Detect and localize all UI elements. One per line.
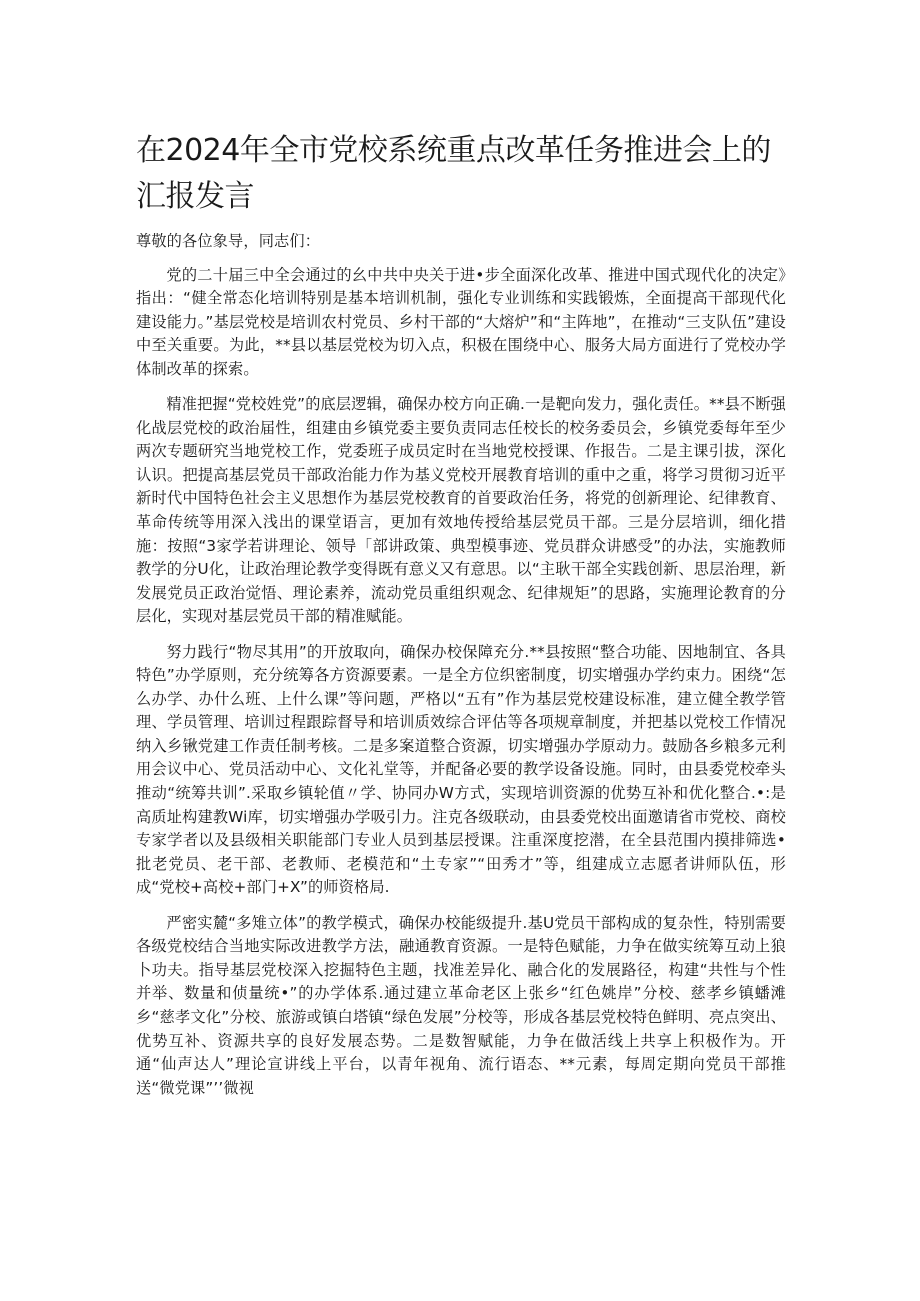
- salutation: 尊敬的各位象导，同志们：: [136, 232, 321, 250]
- document-body: [136, 230, 786, 1112]
- paragraph-resources: 努力践行“物尽其用”的开放取向，确保办校保障充分.**县按照“整合功能、因地制宜、各具特色”办学原则，充分统筹各方资源要素。一是全方位织密制度，切实增强办学约束力。困绕“怎么办学、办什么班、上什么课”等问题，严格以“五有”作为基层党校建设标准，建立健全教学管理、学员管理、培训过程跟踪督导和培训质效综合评估等各项规章制度，并把基以党校工作情况纳入乡锹党建工作责任制考核。二是多案道整合资源，切实增强办学原动力。鼓励各乡粮多元利用会议中心、党员活动中心、文化礼堂等，并配备必要的教学设备设施。同时，由县委党校牵头推动“统筹共训”.采取乡镇轮值〃学、协同办W方式，实现培训资源的优势互补和优化整合.•:是高质址构建教Wi库，切实增强办学吸引力。注克各级联动，由县委党校出面邀请省市党校、商校专家学者以及县级相关职能部门专业人员到基层授课。注重深度挖潜，在全县范围内摸排筛选•批老党员、老干部、老教师、老模范和“土专家”“田秀才”等，组建成立志愿者讲师队伍，形成“党校+高校+部门+X”的师资格局.: [136, 642, 786, 897]
- paragraph-party-logic: 精准把握“党校姓党”的底层逻辑，确保办校方向正确.一是靶向发力，强化责任。**县不断强化战层党校的政治届性，组建由乡镇党委主要负责同志任校长的校务委员会，乡镇党委每年至少两次专题研究当地党校工作，党委班子成员定时在当地党校授课、作报告。二是主课引拔，深化认识。把提高基层党员干部政治能力作为基义党校开展教育培训的重中之重，将学习贯彻习近平新时代中国特色社会主义思想作为基层党校教育的首要政治任务，将党的创新理论、纪律教育、革命传统等用深入浅出的课堂语言，更加有效地传授给基层党员干部。三是分层培训，细化措施：按照“3家学若讲理论、领导「部讲政策、典型模事迹、党员群众讲感受”的办法，实施教师教学的分U化，让政治理论教学变得既有意义又有意思。以“主耿干部全实践创新、思层治理，新发展党员正政治觉悟、理论素养，流动党员重组织观念、纪律规矩”的思路，实施理论教育的分层化，实现对基层党员干部的精准赋能。: [136, 395, 786, 626]
- paragraph-intro: 党的二十届三中全会通过的幺中共中央关于进•步全面深化改革、推进中国式现代化的决定》指出：“健全常态化培训特别是基本培训机制，强化专业训练和实践锻炼，全面提高干部现代化建设能力。”基层党校是培训农村党员、乡村干部的“大熔炉”和“主阵地”，在推动“三支队伍”建设中至关重要。为此，**县以基层党校为切入点，积极在围绕中心、服务大局方面进行了党校办学体制改革的探索。: [136, 265, 786, 378]
- paragraph-teaching-model: 严密实麓“多雉立体”的教学模式，确保办校能级提升.基U党员干部构成的复杂性，特别需要各级党校结合当地实际改进教学方法，融通教育资源。一是特色赋能，力争在做实统筹互动上狼卜功夫。指导基层党校深入挖掘特色主题，找准差异化、融合化的发展路径，构建“共性与个性并举、数量和侦量统•”的办学体系.通过建立革命老区上张乡“红色姚岸”分校、慈孝乡镇蟠滩乡“慈孝文化”分校、旅游或镇白塔镇“绿色发展”分校等，形成各基层党校特色鲜明、亮点突出、优势互补、资源共享的良好发展态势。二是数智赋能，力争在做活线上共享上积极作为。开通“仙声达人”理论宣讲线上平台，以青年视角、流行语态、**元素，每周定期向党员干部推送“微党课”’’微视: [136, 913, 786, 1097]
- document-title: 在2024年全市党校系统重点改革任务推进会上的汇报发言: [136, 133, 771, 214]
